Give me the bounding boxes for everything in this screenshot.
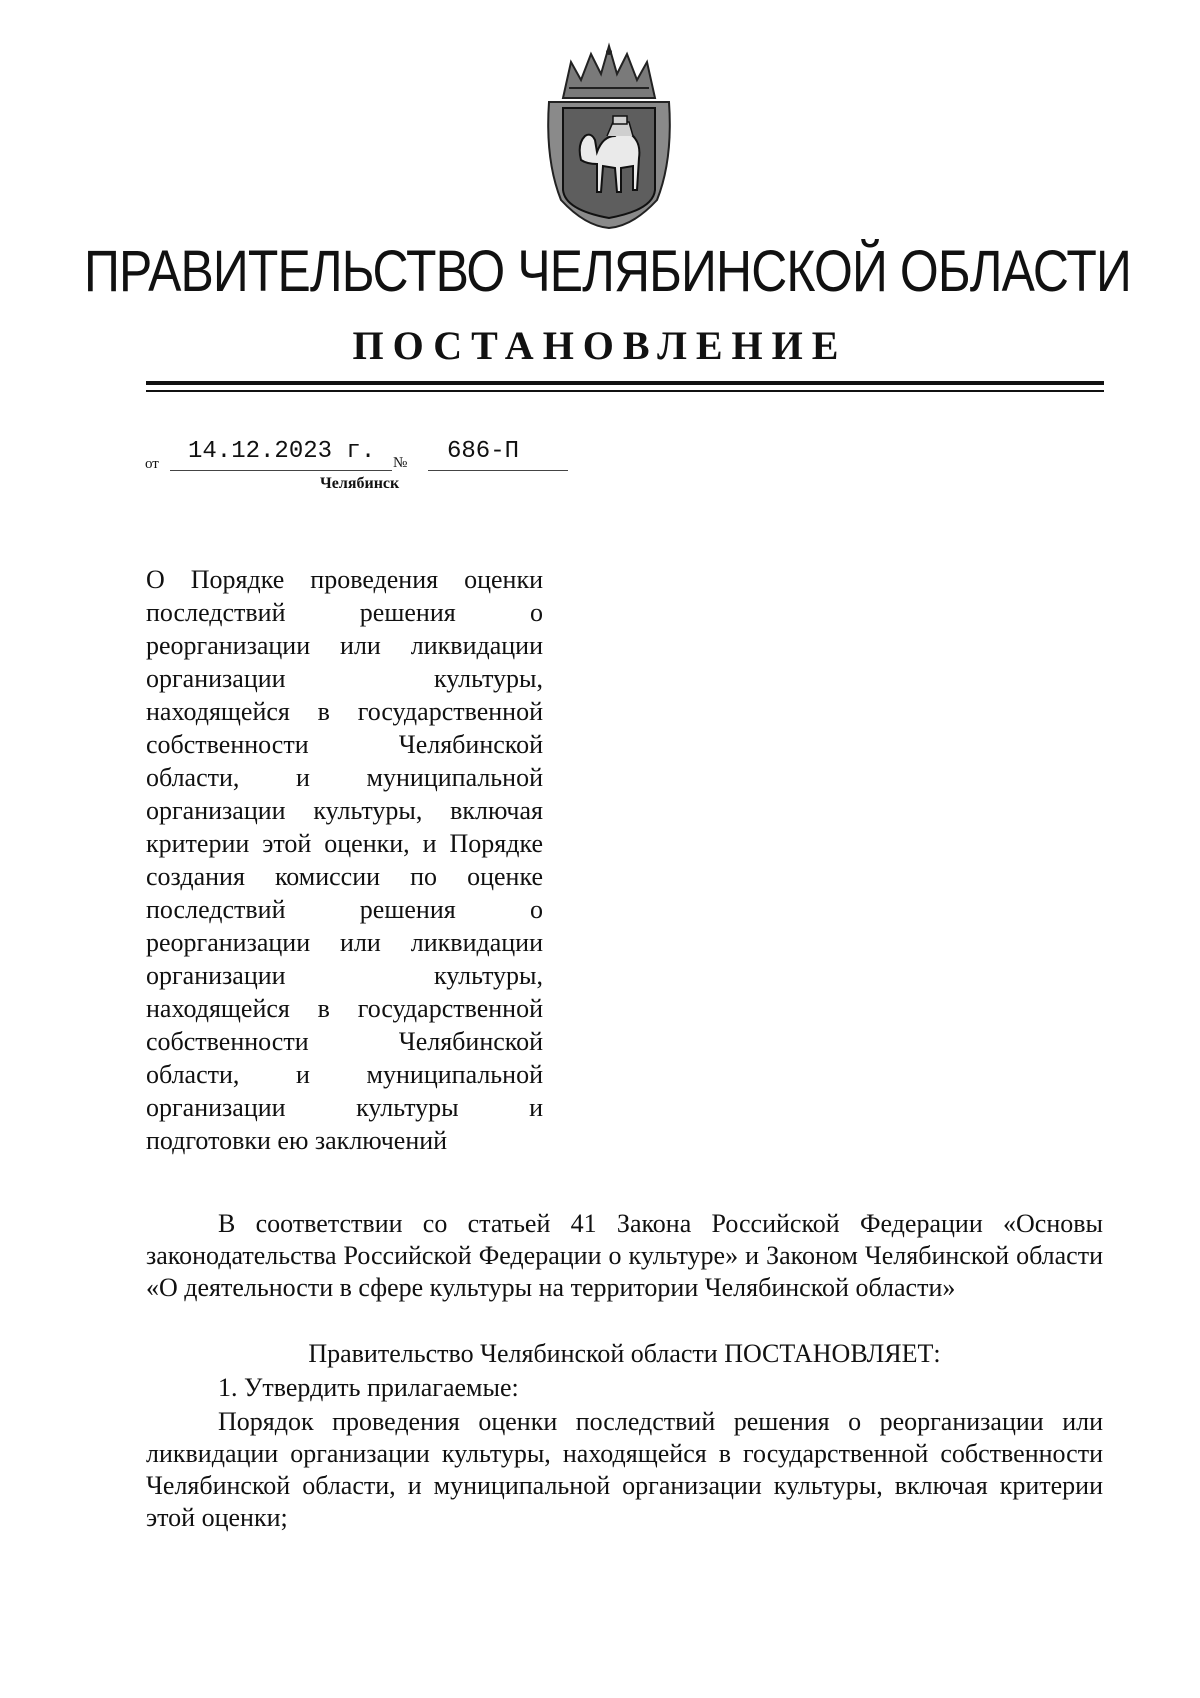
date-prefix: от [145, 456, 159, 472]
subject-line: находящейся в государственной [146, 697, 543, 726]
number-label: № [393, 455, 408, 471]
item-1: 1. Утвердить прилагаемые: [218, 1373, 519, 1402]
coat-of-arms-icon [541, 40, 677, 230]
subject-line: последствий решения о [146, 598, 543, 627]
subject-line: организации культуры, [146, 664, 543, 693]
subject-line: организации культуры и [146, 1093, 543, 1122]
subject-line: оценке последствий решения о [146, 862, 543, 924]
document-subject [146, 563, 543, 1157]
header-divider-thick [146, 381, 1104, 385]
number-underline [428, 470, 568, 471]
document-number: 686-П [447, 438, 520, 465]
preamble-paragraph: В соответствии со статьей 41 Закона Российской Федерации «Основы законодательства Российской Федерации о культуре» и Законом Челябинской области «О деятельности в сфере культуры на территории Челябинской области» [146, 1209, 1103, 1302]
subject-line: области, и муниципальной [146, 763, 543, 792]
resolves-line: Правительство Челябинской области ПОСТАНОВЛЯЕТ: [308, 1339, 941, 1368]
authority-title: ПРАВИТЕЛЬСТВО ЧЕЛЯБИНСКОЙ ОБЛАСТИ [84, 239, 1132, 304]
subject-line: собственности Челябинской [146, 1027, 543, 1056]
subject-line: подготовки ею заключений [146, 1126, 448, 1155]
document-date: 14.12.2023 г. [188, 438, 376, 465]
subject-line: реорганизации или ликвидации [146, 631, 543, 660]
date-underline [170, 470, 392, 471]
subject-line: организации культуры, [146, 961, 543, 990]
city: Челябинск [320, 475, 400, 492]
header-divider-thin [146, 390, 1104, 392]
subject-line: находящейся в государственной [146, 994, 543, 1023]
subject-line: области, и муниципальной [146, 1060, 543, 1089]
subject-line: Порядке создания комиссии по [146, 829, 543, 891]
subject-line: О Порядке проведения оценки [146, 565, 543, 594]
subject-line: собственности Челябинской [146, 730, 543, 759]
document-type: ПОСТАНОВЛЕНИЕ [352, 323, 848, 368]
item-1-subitem-1: Порядок проведения оценки последствий решения о реорганизации или ликвидации организации культуры, находящейся в государственной собственности Челябинской области, и муниципальной организации культуры, включая критерии этой оценки; [146, 1407, 1103, 1532]
subject-line: критерии этой оценки, и [146, 829, 450, 858]
subject-line: организации культуры, включая [146, 796, 543, 825]
subject-line: реорганизации или ликвидации [146, 928, 543, 957]
